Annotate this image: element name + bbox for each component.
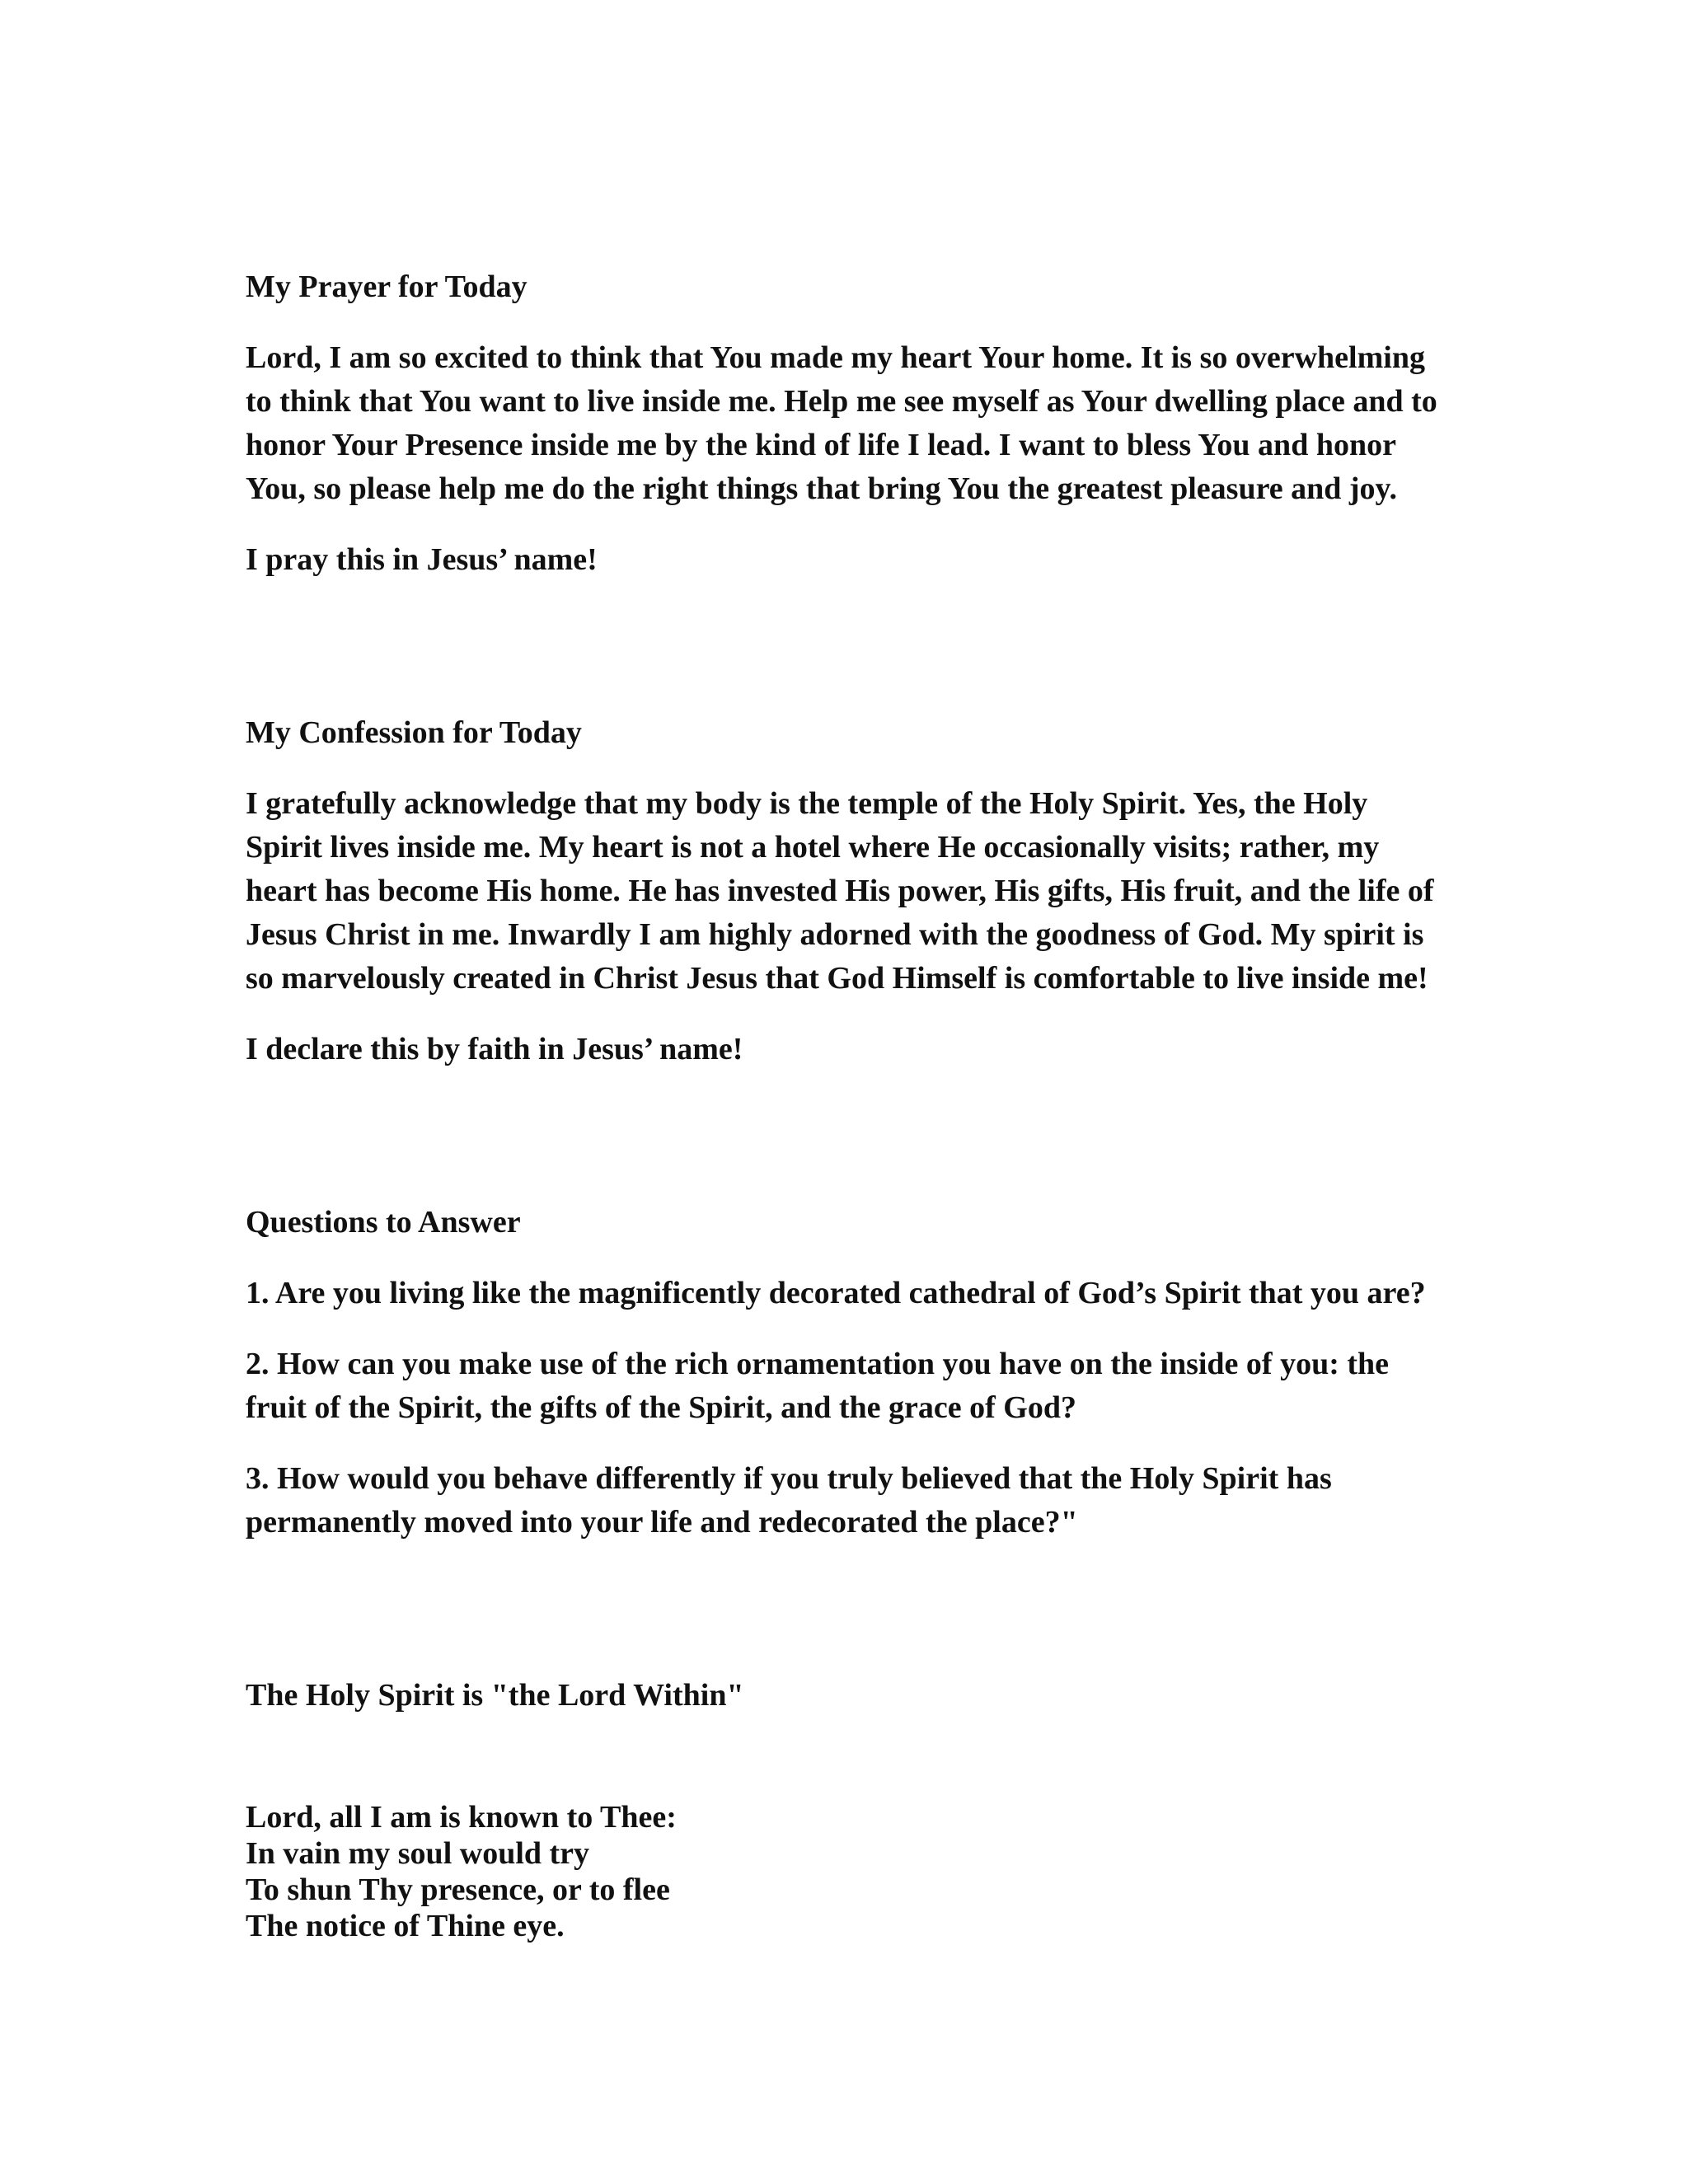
hymn-line-1: Lord, all I am is known to Thee: xyxy=(246,1800,677,1835)
prayer-heading: My Prayer for Today xyxy=(246,269,528,304)
prayer-section xyxy=(246,265,1449,582)
document-content xyxy=(246,265,1449,1944)
question-item-1: 1. Are you living like the magnificently decorated cathedral of God’s Spirit that you are? xyxy=(246,1276,1426,1310)
confession-body: I gratefully acknowledge that my body is the temple of the Holy Spirit. Yes, the Holy Spirit lives inside me. My heart is not a hotel where He occasionally visits; rather, my heart has become His home. He has invested His power, His gifts, His fruit, and the life of Jesus Christ in me. Inwardly I am highly adorned with the goodness of God. My spirit is so marvelously created in Christ Jesus that God Himself is comfortable to live inside me! xyxy=(246,786,1434,996)
hymn-line-2: In vain my soul would try xyxy=(246,1836,590,1871)
confession-section xyxy=(246,711,1449,1071)
prayer-body: Lord, I am so excited to think that You made my heart Your home. It is so overwhelming to think that You want to live inside me. Help me see myself as Your dwelling place and to honor Your Presence inside me by the kind of life I lead. I want to bless You and honor You, so please help me do the right things that bring You the greatest pleasure and joy. xyxy=(246,340,1437,506)
hymn-line-3: To shun Thy presence, or to flee xyxy=(246,1872,670,1907)
section-spacer xyxy=(246,1572,1449,1674)
section-spacer xyxy=(246,1099,1449,1201)
question-item-3: 3. How would you behave differently if you truly believed that the Holy Spirit has permanently moved into your life and redecorated the place?" xyxy=(246,1461,1332,1540)
hymn-heading: The Holy Spirit is "the Lord Within" xyxy=(246,1678,744,1713)
questions-heading: Questions to Answer xyxy=(246,1205,521,1240)
confession-heading: My Confession for Today xyxy=(246,715,582,750)
hymn-verse xyxy=(246,1799,1449,1944)
questions-section xyxy=(246,1201,1449,1544)
hymn-section xyxy=(246,1674,1449,1944)
question-item-2: 2. How can you make use of the rich ornamentation you have on the inside of you: the fruit of the Spirit, the gifts of the Spirit, and the grace of God? xyxy=(246,1347,1390,1425)
hymn-spacer xyxy=(246,1745,1449,1799)
confession-closing: I declare this by faith in Jesus’ name! xyxy=(246,1032,743,1066)
prayer-closing: I pray this in Jesus’ name! xyxy=(246,542,598,577)
hymn-line-4: The notice of Thine eye. xyxy=(246,1909,565,1943)
section-spacer xyxy=(246,609,1449,711)
